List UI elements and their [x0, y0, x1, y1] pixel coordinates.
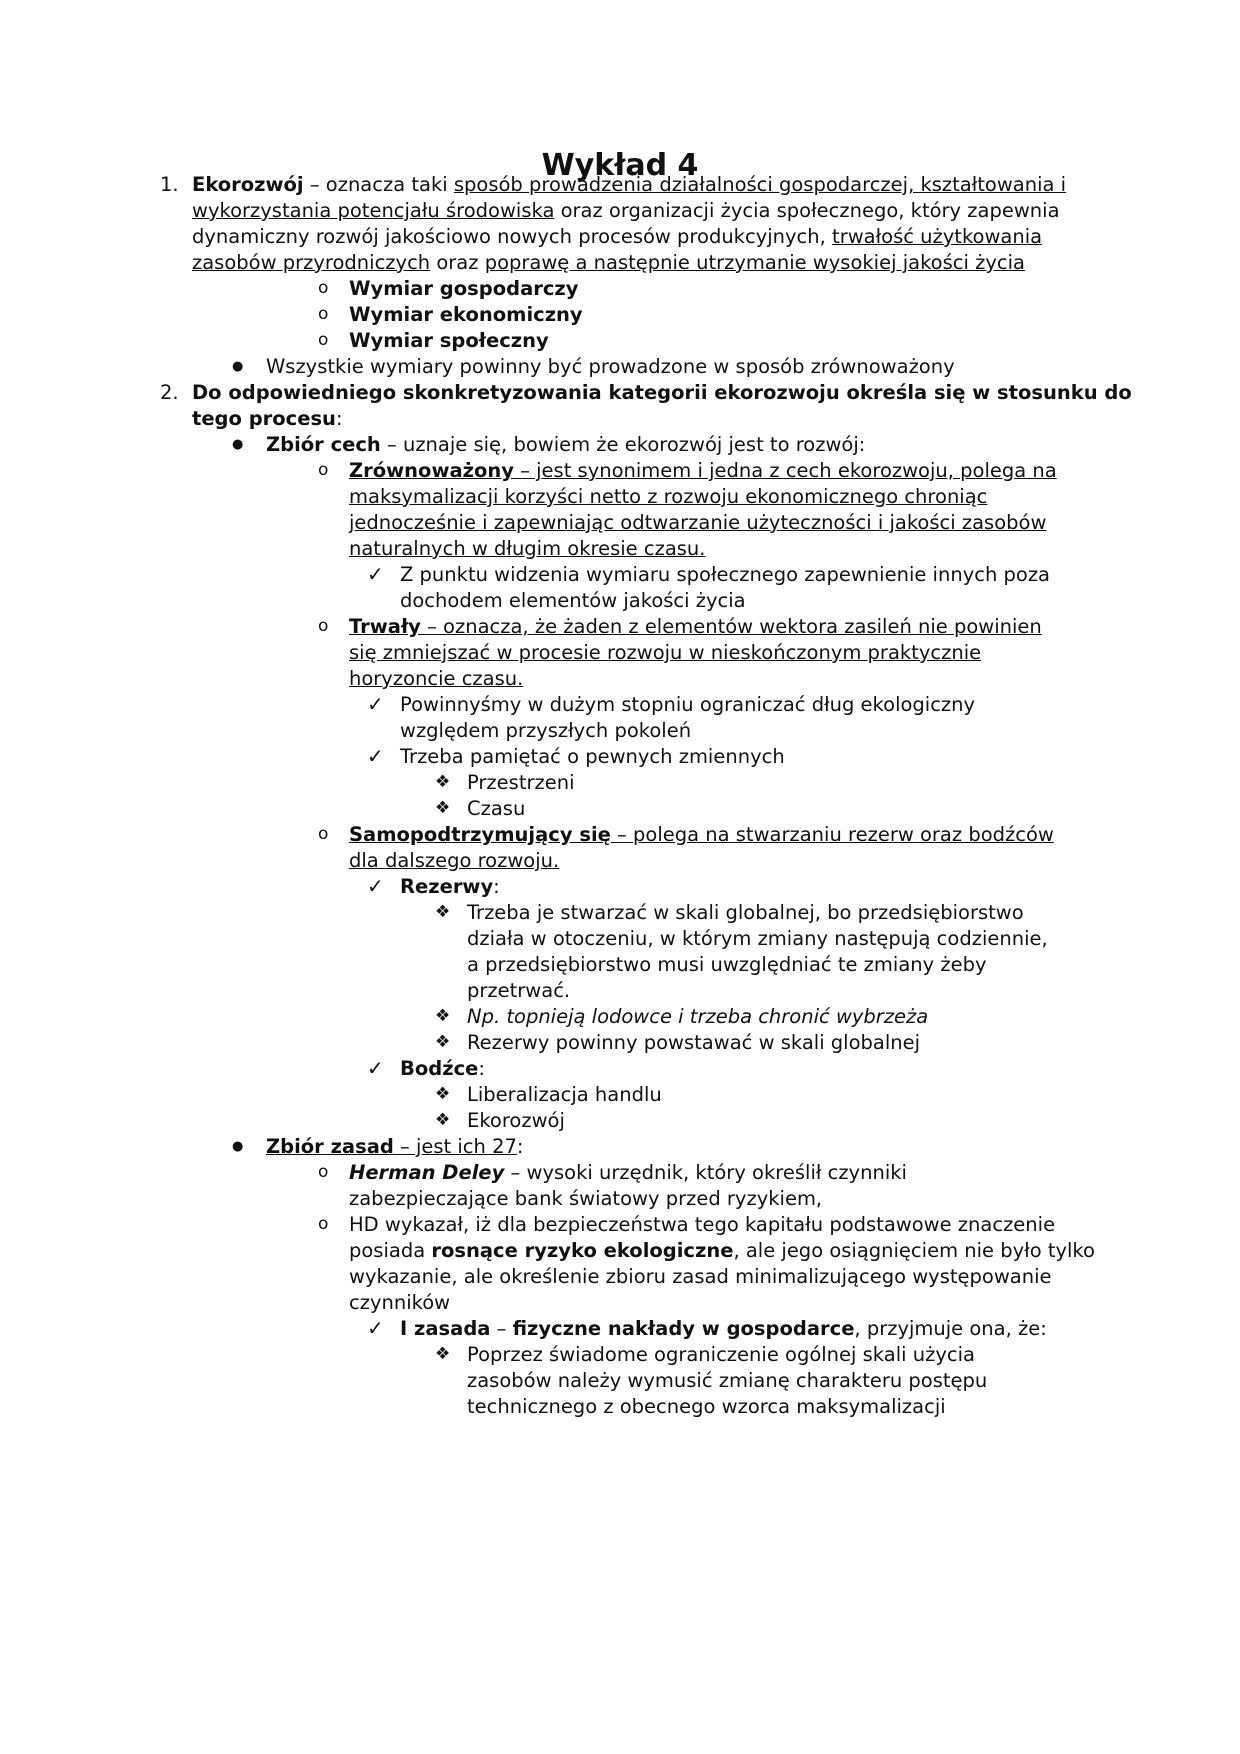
- text-line: Powinnyśmy w dużym stopniu ograniczać dług ekologiczny: [400, 693, 976, 716]
- dot-bullet: ●: [232, 437, 244, 452]
- text-line: względem przyszłych pokoleń: [400, 719, 692, 742]
- text-line: [349, 508, 1046, 537]
- text-span: :: [478, 1057, 485, 1080]
- text-line: [349, 820, 1054, 849]
- bold-span: Wymiar gospodarczy: [349, 277, 579, 300]
- text-span: – oznacza taki: [303, 173, 454, 196]
- underlined-span: poprawę a następnie utrzymanie wysokiej jakości życia: [484, 251, 1025, 274]
- term-ekorozwoj: Ekorozwój: [192, 173, 304, 196]
- text-line: [192, 170, 1066, 199]
- list-number-2: 2.: [160, 381, 179, 404]
- circle-bullet: o: [318, 824, 329, 844]
- underlined-span: jednocześnie i zapewniając odtwarzanie użyteczności i jakości zasobów: [349, 511, 1047, 534]
- bold-underlined-span: Trwały: [349, 615, 421, 638]
- text-line: czynników: [349, 1291, 451, 1314]
- text-span: , przyjmuje ona, że:: [854, 1317, 1047, 1340]
- text-span: , ale jego osiągnięciem nie było tylko: [733, 1239, 1095, 1262]
- text-line: [192, 248, 1025, 277]
- bold-span: Wymiar ekonomiczny: [349, 303, 583, 326]
- underlined-span: – polega na stwarzaniu rezerw oraz bodźców: [610, 823, 1054, 846]
- circle-bullet: o: [318, 330, 329, 350]
- check-icon: ✓: [367, 692, 384, 716]
- text-line: [192, 404, 343, 433]
- bold-italic-span: Herman Deley: [349, 1161, 505, 1184]
- bold-span: Rezerwy: [400, 875, 494, 898]
- list-item: Przestrzeni: [467, 771, 575, 794]
- bold-span: rosnące ryzyko ekologiczne: [431, 1239, 734, 1262]
- diamond-icon: ❖: [435, 798, 451, 818]
- bold-span: Zbiór cech: [266, 433, 381, 456]
- text-line: Rezerwy powinny powstawać w skali globalnej: [467, 1031, 921, 1054]
- bold-underlined-span: Samopodtrzymujący się: [349, 823, 611, 846]
- text-span: –: [490, 1317, 513, 1340]
- bold-span: I zasada: [400, 1317, 491, 1340]
- check-icon: ✓: [367, 1316, 384, 1340]
- text-line: Trzeba je stwarzać w skali globalnej, bo przedsiębiorstwo: [467, 901, 1024, 924]
- text-span: :: [493, 875, 500, 898]
- text-line: [192, 196, 1060, 225]
- text-span: :: [335, 407, 343, 430]
- text-line: technicznego z obecnego wzorca maksymalizacji: [467, 1395, 946, 1418]
- underlined-span: trwałość użytkowania: [832, 225, 1043, 248]
- underlined-span: – jest ich 27: [393, 1135, 517, 1158]
- text-line: Poprzez świadome ograniczenie ogólnej skali użycia: [467, 1343, 975, 1366]
- text-line: [349, 456, 1057, 485]
- diamond-icon: ❖: [435, 1032, 451, 1052]
- underlined-span: dla dalszego rozwoju.: [349, 849, 560, 872]
- text-line: zasobów należy wymusić zmianę charakteru postępu: [467, 1369, 988, 1392]
- list-item: Liberalizacja handlu: [467, 1083, 662, 1106]
- underlined-span: się zmniejszać w procesie rozwoju w nieskończonym praktycznie: [349, 641, 982, 664]
- text-line: działa w otoczeniu, w którym zmiany następują codziennie,: [467, 927, 1048, 950]
- list-number-1: 1.: [160, 173, 179, 196]
- page-title: Wykład 4: [541, 148, 699, 183]
- dot-bullet: ●: [232, 359, 244, 374]
- underlined-span: zasobów przyrodniczych: [192, 251, 431, 274]
- text-line: przetrwać.: [467, 979, 571, 1002]
- diamond-icon: ❖: [435, 902, 451, 922]
- check-icon: ✓: [367, 874, 384, 898]
- text-line: [400, 1314, 1047, 1343]
- text-line: [349, 612, 1042, 641]
- list-item: [266, 430, 865, 459]
- circle-bullet: o: [318, 1162, 329, 1182]
- check-icon: ✓: [367, 744, 384, 768]
- check-icon: ✓: [367, 562, 384, 586]
- text-line: HD wykazał, iż dla bezpieczeństwa tego kapitału podstawowe znaczenie: [349, 1213, 1056, 1236]
- list-item: [349, 300, 583, 329]
- text-line: [349, 1236, 1095, 1265]
- bold-underlined-span: Zbiór zasad: [266, 1135, 394, 1158]
- text-line: a przedsiębiorstwo musi uwzględniać te zmiany żeby: [467, 953, 987, 976]
- list-item: [266, 1132, 523, 1161]
- list-item: [400, 1054, 485, 1083]
- underlined-span: – jest synonimem i jedna z cech ekorozwoju, polega na: [513, 459, 1057, 482]
- circle-bullet: o: [318, 616, 329, 636]
- underlined-span: sposób prowadzenia działalności gospodarczej, kształtowania i: [453, 173, 1067, 196]
- text-line: [349, 846, 559, 875]
- text-line: [349, 638, 981, 667]
- text-span: dynamiczny rozwój jakościowo nowych procesów produkcyjnych,: [192, 225, 833, 248]
- list-item: [349, 274, 578, 303]
- diamond-icon: ❖: [435, 1344, 451, 1364]
- underlined-span: naturalnych w długim okresie czasu.: [349, 537, 706, 560]
- circle-bullet: o: [318, 460, 329, 480]
- text-line: [349, 482, 987, 511]
- text-line: Trzeba pamiętać o pewnych zmiennych: [400, 745, 785, 768]
- text-span: posiada: [349, 1239, 432, 1262]
- bold-span: tego procesu: [192, 407, 336, 430]
- diamond-icon: ❖: [435, 772, 451, 792]
- bold-underlined-span: Zrównoważony: [349, 459, 514, 482]
- underlined-span: wykorzystania potencjału środowiska: [192, 199, 555, 222]
- diamond-icon: ❖: [435, 1006, 451, 1026]
- text-line: dochodem elementów jakości życia: [400, 589, 746, 612]
- bold-span: Wymiar społeczny: [349, 329, 549, 352]
- circle-bullet: o: [318, 278, 329, 298]
- text-line: wykazanie, ale określenie zbioru zasad minimalizującego występowanie: [349, 1265, 1052, 1288]
- underlined-span: maksymalizacji korzyści netto z rozwoju ekonomicznego chroniąc: [349, 485, 988, 508]
- text-line: zabezpieczające bank światowy przed ryzykiem,: [349, 1187, 823, 1210]
- text-span: – wysoki urzędnik, który określił czynniki: [504, 1161, 907, 1184]
- bold-span: Bodźce: [400, 1057, 479, 1080]
- underlined-span: – oznacza, że żaden z elementów wektora zasileń nie powinien: [420, 615, 1042, 638]
- text-line: [192, 222, 1042, 251]
- text-span: – uznaje się, bowiem że ekorozwój jest to rozwój:: [380, 433, 866, 456]
- check-icon: ✓: [367, 1056, 384, 1080]
- bold-span: fizyczne nakłady w gospodarce: [512, 1317, 855, 1340]
- text-line: [349, 534, 706, 563]
- text-line: [467, 1002, 928, 1031]
- list-item: Ekorozwój: [467, 1109, 565, 1132]
- list-item: [349, 326, 549, 355]
- text-line: [192, 378, 1132, 407]
- list-item: Czasu: [467, 797, 526, 820]
- dot-bullet: ●: [232, 1139, 244, 1154]
- text-line: [349, 1158, 907, 1187]
- circle-bullet: o: [318, 1214, 329, 1234]
- circle-bullet: o: [318, 304, 329, 324]
- text-span: :: [516, 1135, 524, 1158]
- list-item: Wszystkie wymiary powinny być prowadzone w sposób zrównoważony: [266, 355, 955, 378]
- diamond-icon: ❖: [435, 1110, 451, 1130]
- italic-span: Np. topnieją lodowce i trzeba chronić wybrzeża: [467, 1005, 929, 1028]
- text-span: oraz: [430, 251, 485, 274]
- underlined-span: horyzoncie czasu.: [349, 667, 524, 690]
- diamond-icon: ❖: [435, 1084, 451, 1104]
- text-span: oraz organizacji życia społecznego, który zapewnia: [554, 199, 1060, 222]
- list-item: [400, 872, 500, 901]
- text-line: [349, 664, 523, 693]
- text-line: Z punktu widzenia wymiaru społecznego zapewnienie innych poza: [400, 563, 1051, 586]
- bold-span: Do odpowiedniego skonkretyzowania kategorii ekorozwoju określa się w stosunku do: [192, 381, 1132, 404]
